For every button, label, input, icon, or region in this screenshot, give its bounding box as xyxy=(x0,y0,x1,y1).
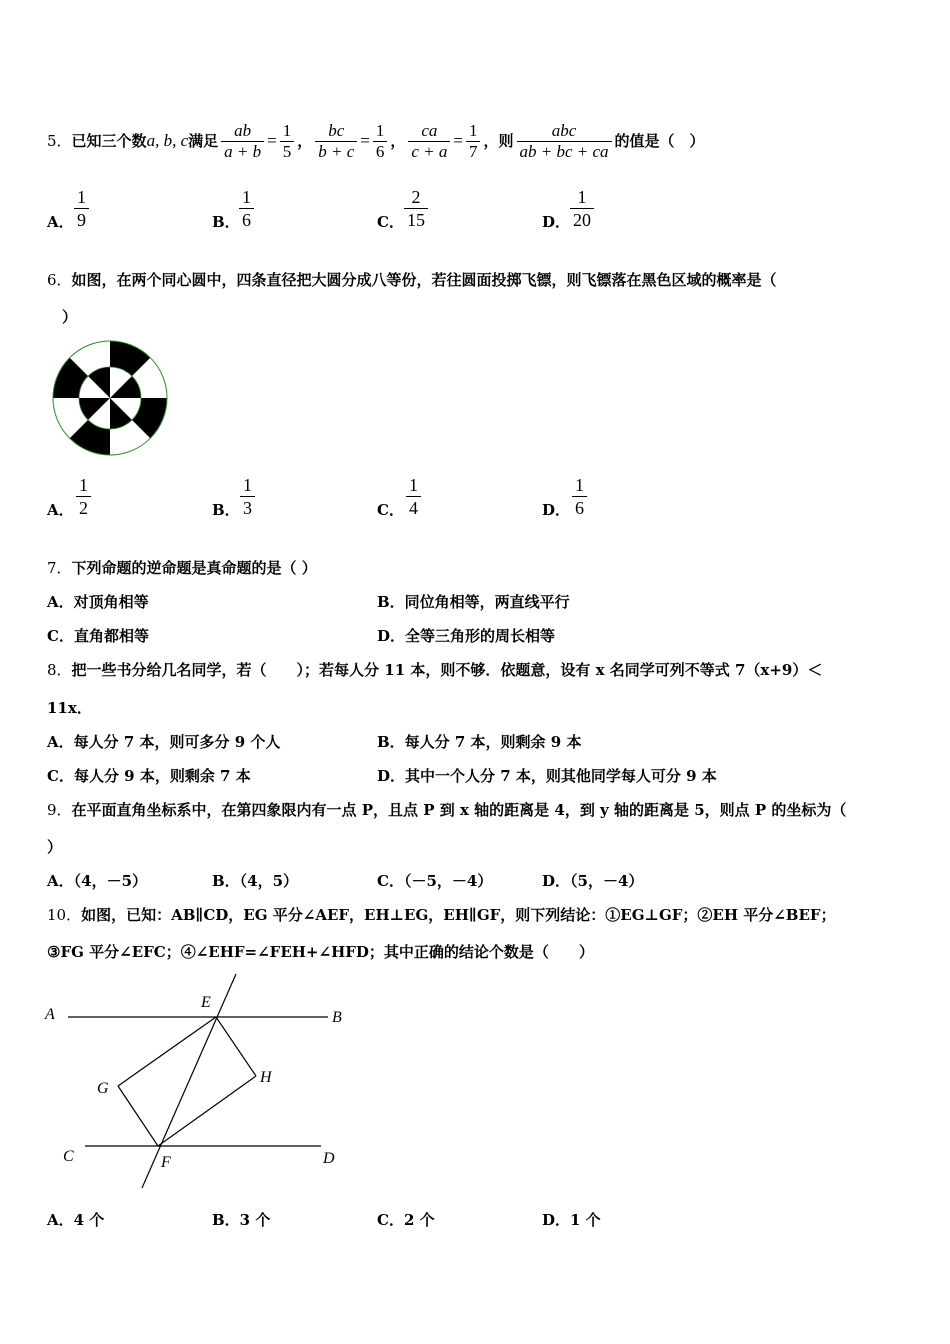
q6-stem: 6．如图，在两个同心圆中，四条直径把大圆分成八等份，若往圆面投掷飞镖，则飞镖落在黑色区域的概率是（ xyxy=(47,271,777,289)
label-b: B xyxy=(332,1009,342,1026)
q9-option-a[interactable]: A．（4，－5） xyxy=(47,872,148,890)
q6-option-b-label[interactable]: B． xyxy=(212,501,240,519)
q5-ratio-3: $\frac{1}{7}$ xyxy=(466,121,481,162)
q6-stem-end: ） xyxy=(62,308,78,326)
dartboard-figure xyxy=(48,336,172,460)
q5-option-b-value: 1 6 xyxy=(239,186,254,231)
label-c: C xyxy=(63,1148,74,1165)
q5-text-d: 的值是（ ） xyxy=(614,132,705,150)
q6-option-a-value: 1 2 xyxy=(76,474,91,519)
q9-option-c[interactable]: C．（－5，－4） xyxy=(377,872,493,890)
q5-option-d-label[interactable]: D． xyxy=(542,213,571,231)
segment-gf xyxy=(118,1086,158,1146)
q6-option-d-label[interactable]: D． xyxy=(542,501,571,519)
q5-fraction-4: $\frac{\text{abc}}{ab + bc + ca}$ xyxy=(517,121,612,162)
q9-stem: 9．在平面直角坐标系中，在第四象限内有一点 P，且点 P 到 x 轴的距离是 4，到 y 轴的距离是 5，则点 P 的坐标为（ xyxy=(47,801,847,819)
segment-hf xyxy=(158,1076,256,1146)
q5-text-c: ，则 xyxy=(483,132,514,150)
q6-option-d-value: 1 6 xyxy=(572,474,587,519)
q8-option-a[interactable]: A．每人分 7 本，则可多分 9 个人 xyxy=(47,733,281,751)
segment-eh xyxy=(216,1017,256,1076)
q7-option-d[interactable]: D．全等三角形的周长相等 xyxy=(377,627,556,645)
q8-stem-end: 11x． xyxy=(47,699,92,717)
label-f: F xyxy=(161,1154,171,1171)
q9-option-b[interactable]: B．（4，5） xyxy=(212,872,299,890)
q5-option-a-value: 1 9 xyxy=(74,186,89,231)
label-a: A xyxy=(45,1006,55,1023)
q5-option-b-label[interactable]: B． xyxy=(212,213,240,231)
q6-option-a-label[interactable]: A． xyxy=(47,501,74,519)
q5-fraction-1: $\frac{ab}{a + b}$ xyxy=(221,121,264,162)
q10-stem: 10．如图，已知：AB∥CD，EG 平分∠AEF，EH⊥EG，EH∥GF，则下列结论：①EG⊥GF；②EH 平分∠BEF； xyxy=(47,906,836,924)
q6-option-b-value: 1 3 xyxy=(240,474,255,519)
q5-ratio-1: $\frac{1}{5}$ xyxy=(280,121,295,162)
q5-option-c-label[interactable]: C． xyxy=(377,213,404,231)
q5-vars: a, b, c xyxy=(146,131,189,150)
q5-stem: 5． 已知三个数 a, b, c 满足 $\frac{ab}{a + b}$ = $\frac{1}{5}$ ， $\frac{bc}{b + c}$ = $\frac{1}{6}$ ， $\frac{ca}{c + a}$ = $\frac{1}{7}$ ，则 $\frac{\text{abc}}{ab + bc + ca}$ 的值是（ ） xyxy=(47,120,705,161)
q10-option-a[interactable]: A．4 个 xyxy=(47,1211,105,1229)
q10-option-d[interactable]: D．1 个 xyxy=(542,1211,601,1229)
q5-text-a: 已知三个数 xyxy=(71,132,147,150)
q5-fraction-2: $\frac{bc}{b + c}$ xyxy=(315,121,357,162)
q7-option-b[interactable]: B．同位角相等，两直线平行 xyxy=(377,593,570,611)
q7-option-a[interactable]: A．对顶角相等 xyxy=(47,593,149,611)
q5-option-c-value: 2 15 xyxy=(404,186,428,231)
q7-stem: 7．下列命题的逆命题是真命题的是（ ） xyxy=(47,559,317,577)
geometry-figure xyxy=(40,970,350,1192)
label-h: H xyxy=(260,1069,272,1086)
q5-ratio-2: $\frac{1}{6}$ xyxy=(373,121,388,162)
q8-stem: 8．把一些书分给几名同学，若（ ）；若每人分 11 本，则不够．依题意，设有 x 名同学可列不等式 7（x+9）＜ xyxy=(47,661,823,679)
q5-option-d-value: 1 20 xyxy=(570,186,594,231)
q8-option-d[interactable]: D．其中一个人分 7 本，则其他同学每人可分 9 本 xyxy=(377,767,717,785)
label-e: E xyxy=(201,994,211,1011)
q6-option-c-label[interactable]: C． xyxy=(377,501,404,519)
q9-stem-end: ） xyxy=(47,838,63,856)
label-d: D xyxy=(323,1150,335,1167)
q5-text-b: 满足 xyxy=(188,132,219,150)
label-g: G xyxy=(97,1080,109,1097)
segment-eg xyxy=(118,1017,216,1086)
q5-number: 5． xyxy=(47,132,72,150)
q10-option-b[interactable]: B．3 个 xyxy=(212,1211,271,1229)
q9-option-d[interactable]: D．（5，－4） xyxy=(542,872,644,890)
q10-option-c[interactable]: C．2 个 xyxy=(377,1211,435,1229)
q8-option-c[interactable]: C．每人分 9 本，则剩余 7 本 xyxy=(47,767,251,785)
q8-option-b[interactable]: B．每人分 7 本，则剩余 9 本 xyxy=(377,733,582,751)
q7-option-c[interactable]: C．直角都相等 xyxy=(47,627,149,645)
q5-option-a-label[interactable]: A． xyxy=(47,213,74,231)
transversal-ef xyxy=(142,974,236,1188)
q10-stem-end: ③FG 平分∠EFC；④∠EHF=∠FEH+∠HFD；其中正确的结论个数是（ ） xyxy=(47,943,594,961)
q6-option-c-value: 1 4 xyxy=(406,474,421,519)
q5-fraction-3: $\frac{ca}{c + a}$ xyxy=(408,121,450,162)
